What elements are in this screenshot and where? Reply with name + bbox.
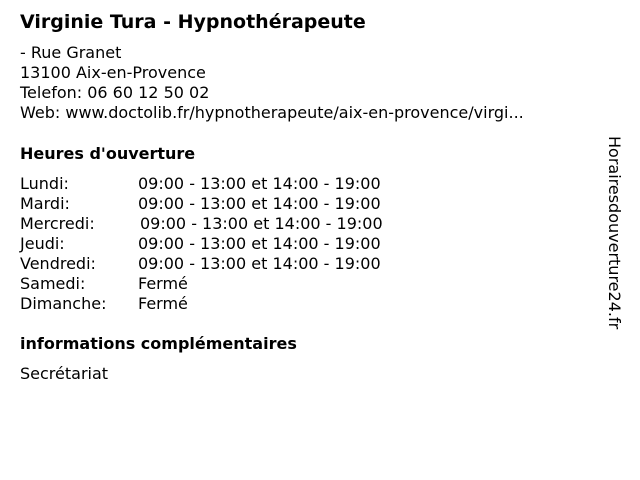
- day-label: Mercredi:: [20, 214, 95, 233]
- hours-row-saturday: [20, 274, 580, 294]
- day-label: Dimanche:: [20, 294, 107, 313]
- day-label: Vendredi:: [20, 254, 96, 273]
- day-hours: 09:00 - 13:00 et 14:00 - 19:00: [138, 234, 381, 253]
- hours-row-sunday: [20, 294, 580, 314]
- page-title: Virginie Tura - Hypnothérapeute: [20, 11, 366, 33]
- day-label: Samedi:: [20, 274, 86, 293]
- day-hours: 09:00 - 13:00 et 14:00 - 19:00: [138, 174, 381, 193]
- day-label: Mardi:: [20, 194, 70, 213]
- day-hours: 09:00 - 13:00 et 14:00 - 19:00: [138, 194, 381, 213]
- address-city: 13100 Aix-en-Provence: [20, 63, 206, 82]
- day-label: Jeudi:: [20, 234, 65, 253]
- day-hours: Fermé: [138, 294, 188, 313]
- day-hours: 09:00 - 13:00 et 14:00 - 19:00: [140, 214, 383, 233]
- hours-row-friday: [20, 254, 580, 274]
- website-link[interactable]: Web: www.doctolib.fr/hypnotherapeute/aix-en-provence/virgi...: [20, 103, 524, 122]
- additional-info-heading: informations complémentaires: [20, 334, 297, 353]
- day-hours: 09:00 - 13:00 et 14:00 - 19:00: [138, 254, 381, 273]
- hours-row-thursday: [20, 234, 580, 254]
- hours-row-tuesday: [20, 194, 580, 214]
- additional-info-text: Secrétariat: [20, 364, 109, 383]
- address-street: - Rue Granet: [20, 43, 122, 62]
- phone-number: Telefon: 06 60 12 50 02: [20, 83, 210, 102]
- day-hours: Fermé: [138, 274, 188, 293]
- hours-row-monday: [20, 174, 580, 194]
- hours-row-wednesday: [20, 214, 580, 234]
- opening-hours-heading: Heures d'ouverture: [20, 144, 196, 163]
- day-label: Lundi:: [20, 174, 69, 193]
- site-watermark: Horairesdouverture24.fr: [605, 136, 624, 330]
